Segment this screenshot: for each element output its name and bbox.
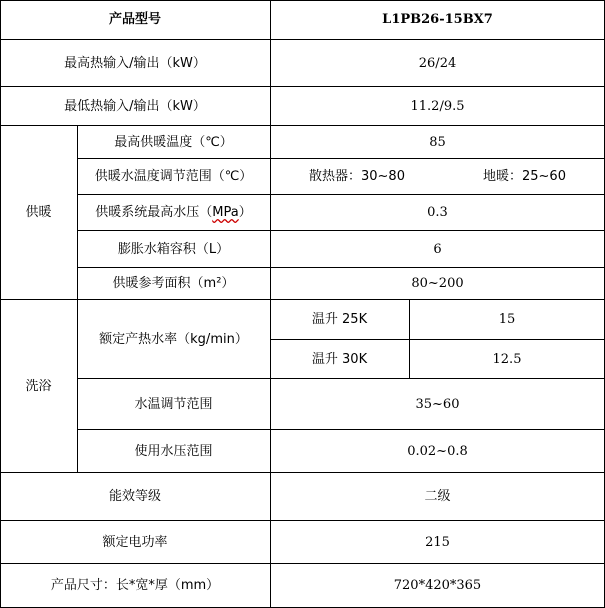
heating-area-label: 供暖参考面积（m²） [112, 276, 235, 292]
temp-rise-30k-value: 12.5 [492, 351, 522, 367]
max-pressure-label [77, 195, 270, 231]
max-pressure-label-post: ） [238, 205, 252, 221]
heating-group-label: 供暖 [25, 205, 52, 221]
floor-heating-range: 地暖：25~60 [483, 169, 566, 185]
shower-group-label: 洗浴 [25, 378, 52, 394]
product-size-value: 720*420*365 [393, 578, 482, 594]
water-temp-range-label: 水温调节范围 [134, 396, 213, 412]
heating-area-value: 80~200 [411, 276, 464, 292]
rated-hot-water-label: 额定产热水率（kg/min） [99, 331, 248, 347]
rated-power-label: 额定电功率 [102, 534, 168, 550]
expansion-tank-label: 膨胀水箱容积（L） [117, 241, 230, 257]
product-size-label: 产品尺寸：长*宽*厚（mm） [50, 578, 220, 594]
water-pressure-range-label: 使用水压范围 [134, 443, 213, 459]
max-heating-temp-value: 85 [429, 134, 446, 150]
rated-power-value: 215 [425, 534, 450, 550]
max-pressure-unit: MPa [212, 205, 239, 221]
heating-temp-range-label: 供暖水温度调节范围（℃） [94, 169, 253, 185]
header-label: 产品型号 [108, 12, 161, 28]
max-heating-temp-label: 最高供暖温度（℃） [114, 134, 233, 150]
temp-rise-25k-value: 15 [498, 312, 516, 328]
min-heat-io-label: 最低热输入/输出（kW） [64, 98, 206, 114]
water-temp-range-value: 35~60 [415, 396, 460, 412]
temp-rise-30k-label: 温升 30K [311, 351, 368, 367]
max-heat-io-value: 26/24 [418, 55, 457, 71]
max-pressure-value: 0.3 [427, 205, 448, 221]
expansion-tank-value: 6 [433, 241, 442, 257]
max-pressure-label-pre: 供暖系统最高水压（ [95, 205, 213, 221]
max-heat-io-label: 最高热输入/输出（kW） [64, 55, 206, 71]
min-heat-io-value: 11.2/9.5 [410, 98, 465, 114]
heating-temp-range-value [270, 159, 605, 195]
model-number: L1PB26-15BX7 [382, 12, 493, 28]
temp-rise-25k-label: 温升 25K [311, 312, 368, 328]
efficiency-label: 能效等级 [108, 489, 161, 505]
water-pressure-range-value: 0.02~0.8 [407, 443, 468, 459]
radiator-range: 散热器：30~80 [309, 169, 405, 185]
efficiency-value: 二级 [424, 489, 451, 505]
